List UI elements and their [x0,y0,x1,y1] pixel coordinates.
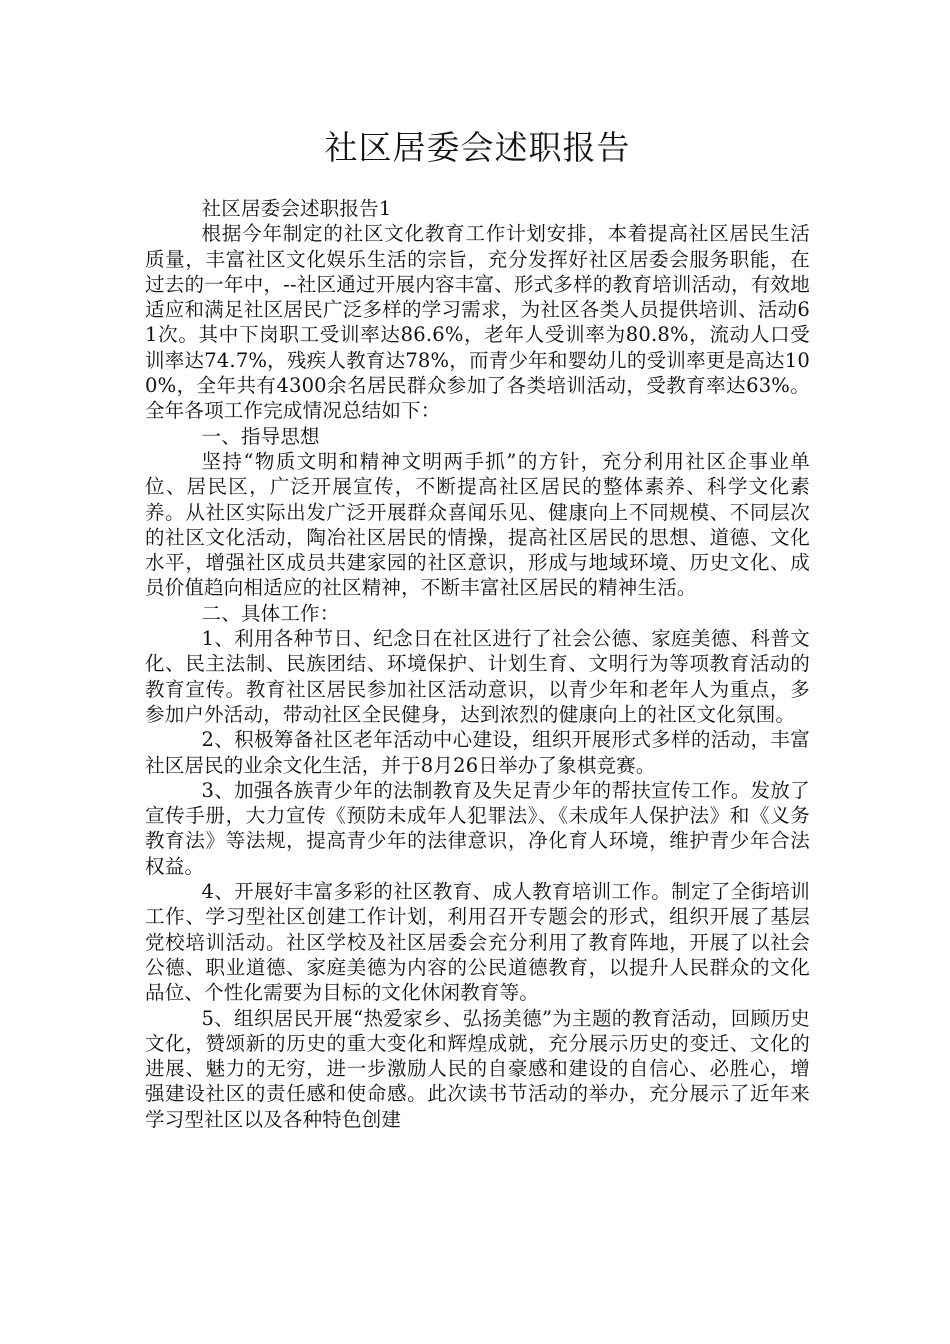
document-title: 社区居委会述职报告 [324,128,631,167]
work-item-3: 3、加强各族青少年的法制教育及失足青少年的帮扶宣传工作。发放了宣传手册，大力宣传《预防未成年人犯罪法》、《未成年人保护法》和《义务教育法》等法规，提高青少年的法律意识，净化育人环境，维护青少年合法权益。 [145,778,810,878]
work-item-5: 5、组织居民开展“热爱家乡、弘扬美德”为主题的教育活动，回顾历史文化，赞颂新的历史的重大变化和辉煌成就，充分展示历史的变迁、文化的进展、魅力的无穷，进一步激励人民的自豪感和建设的自信心、必胜心，增强建设社区的责任感和使命感。此次读书节活动的举办，充分展示了近年来学习型社区以及各种特色创建 [145,1006,810,1131]
document-body [145,196,810,1132]
report-subtitle: 社区居委会述职报告1 [201,197,392,220]
work-item-4: 4、开展好丰富多彩的社区教育、成人教育培训工作。制定了全街培训工作、学习型社区创建工作计划，利用召开专题会的形式，组织开展了基层党校培训活动。社区学校及社区居委会充分利用了教育阵地，开展了以社会公德、职业道德、家庭美德为内容的公民道德教育，以提升人民群众的文化品位、个性化需要为目标的文化休闲教育等。 [145,880,810,1005]
guiding-thought-paragraph: 坚持“物质文明和精神文明两手抓”的方针，充分利用社区企事业单位、居民区，广泛开展宣传，不断提高社区居民的整体素养、科学文化素养。从社区实际出发广泛开展群众喜闻乐见、健康向上不同规模、不同层次的社区文化活动，陶冶社区居民的情操，提高社区居民的思想、道德、文化水平，增强社区成员共建家园的社区意识，形成与地域环境、历史文化、成员价值趋向相适应的社区精神，不断丰富社区居民的精神生活。 [145,449,810,600]
work-item-1: 1、利用各种节日、纪念日在社区进行了社会公德、家庭美德、科普文化、民主法制、民族团结、环境保护、计划生育、文明行为等项教育活动的教育宣传。教育社区居民参加社区活动意识，以青少年和老年人为重点，多参加户外活动，带动社区全民健身，达到浓烈的健康向上的社区文化氛围。 [145,627,810,726]
intro-paragraph: 根据今年制定的社区文化教育工作计划安排，本着提高社区居民生活质量，丰富社区文化娱乐生活的宗旨，充分发挥好社区居委会服务职能，在过去的一年中，--社区通过开展内容丰富、形式多样的教育培训活动，有效地适应和满足社区居民广泛多样的学习需求，为社区各类人员提供培训、活动61次。其中下岗职工受训率达86.6%，老年人受训率为80.8%，流动人口受训率达74.7%，残疾人教育达78%，而青少年和婴幼儿的受训率更是高达100%，全年共有4300余名居民群众参加了各类培训活动，受教育率达63%。全年各项工作完成情况总结如下： [145,222,810,423]
work-item-2: 2、积极筹备社区老年活动中心建设，组织开展形式多样的活动，丰富社区居民的业余文化生活，并于8月26日举办了象棋竞赛。 [145,728,810,777]
section-heading-specific-work: 二、具体工作： [201,601,340,625]
document-page [145,0,810,1132]
section-heading-guiding-thought: 一、指导思想 [201,424,320,448]
